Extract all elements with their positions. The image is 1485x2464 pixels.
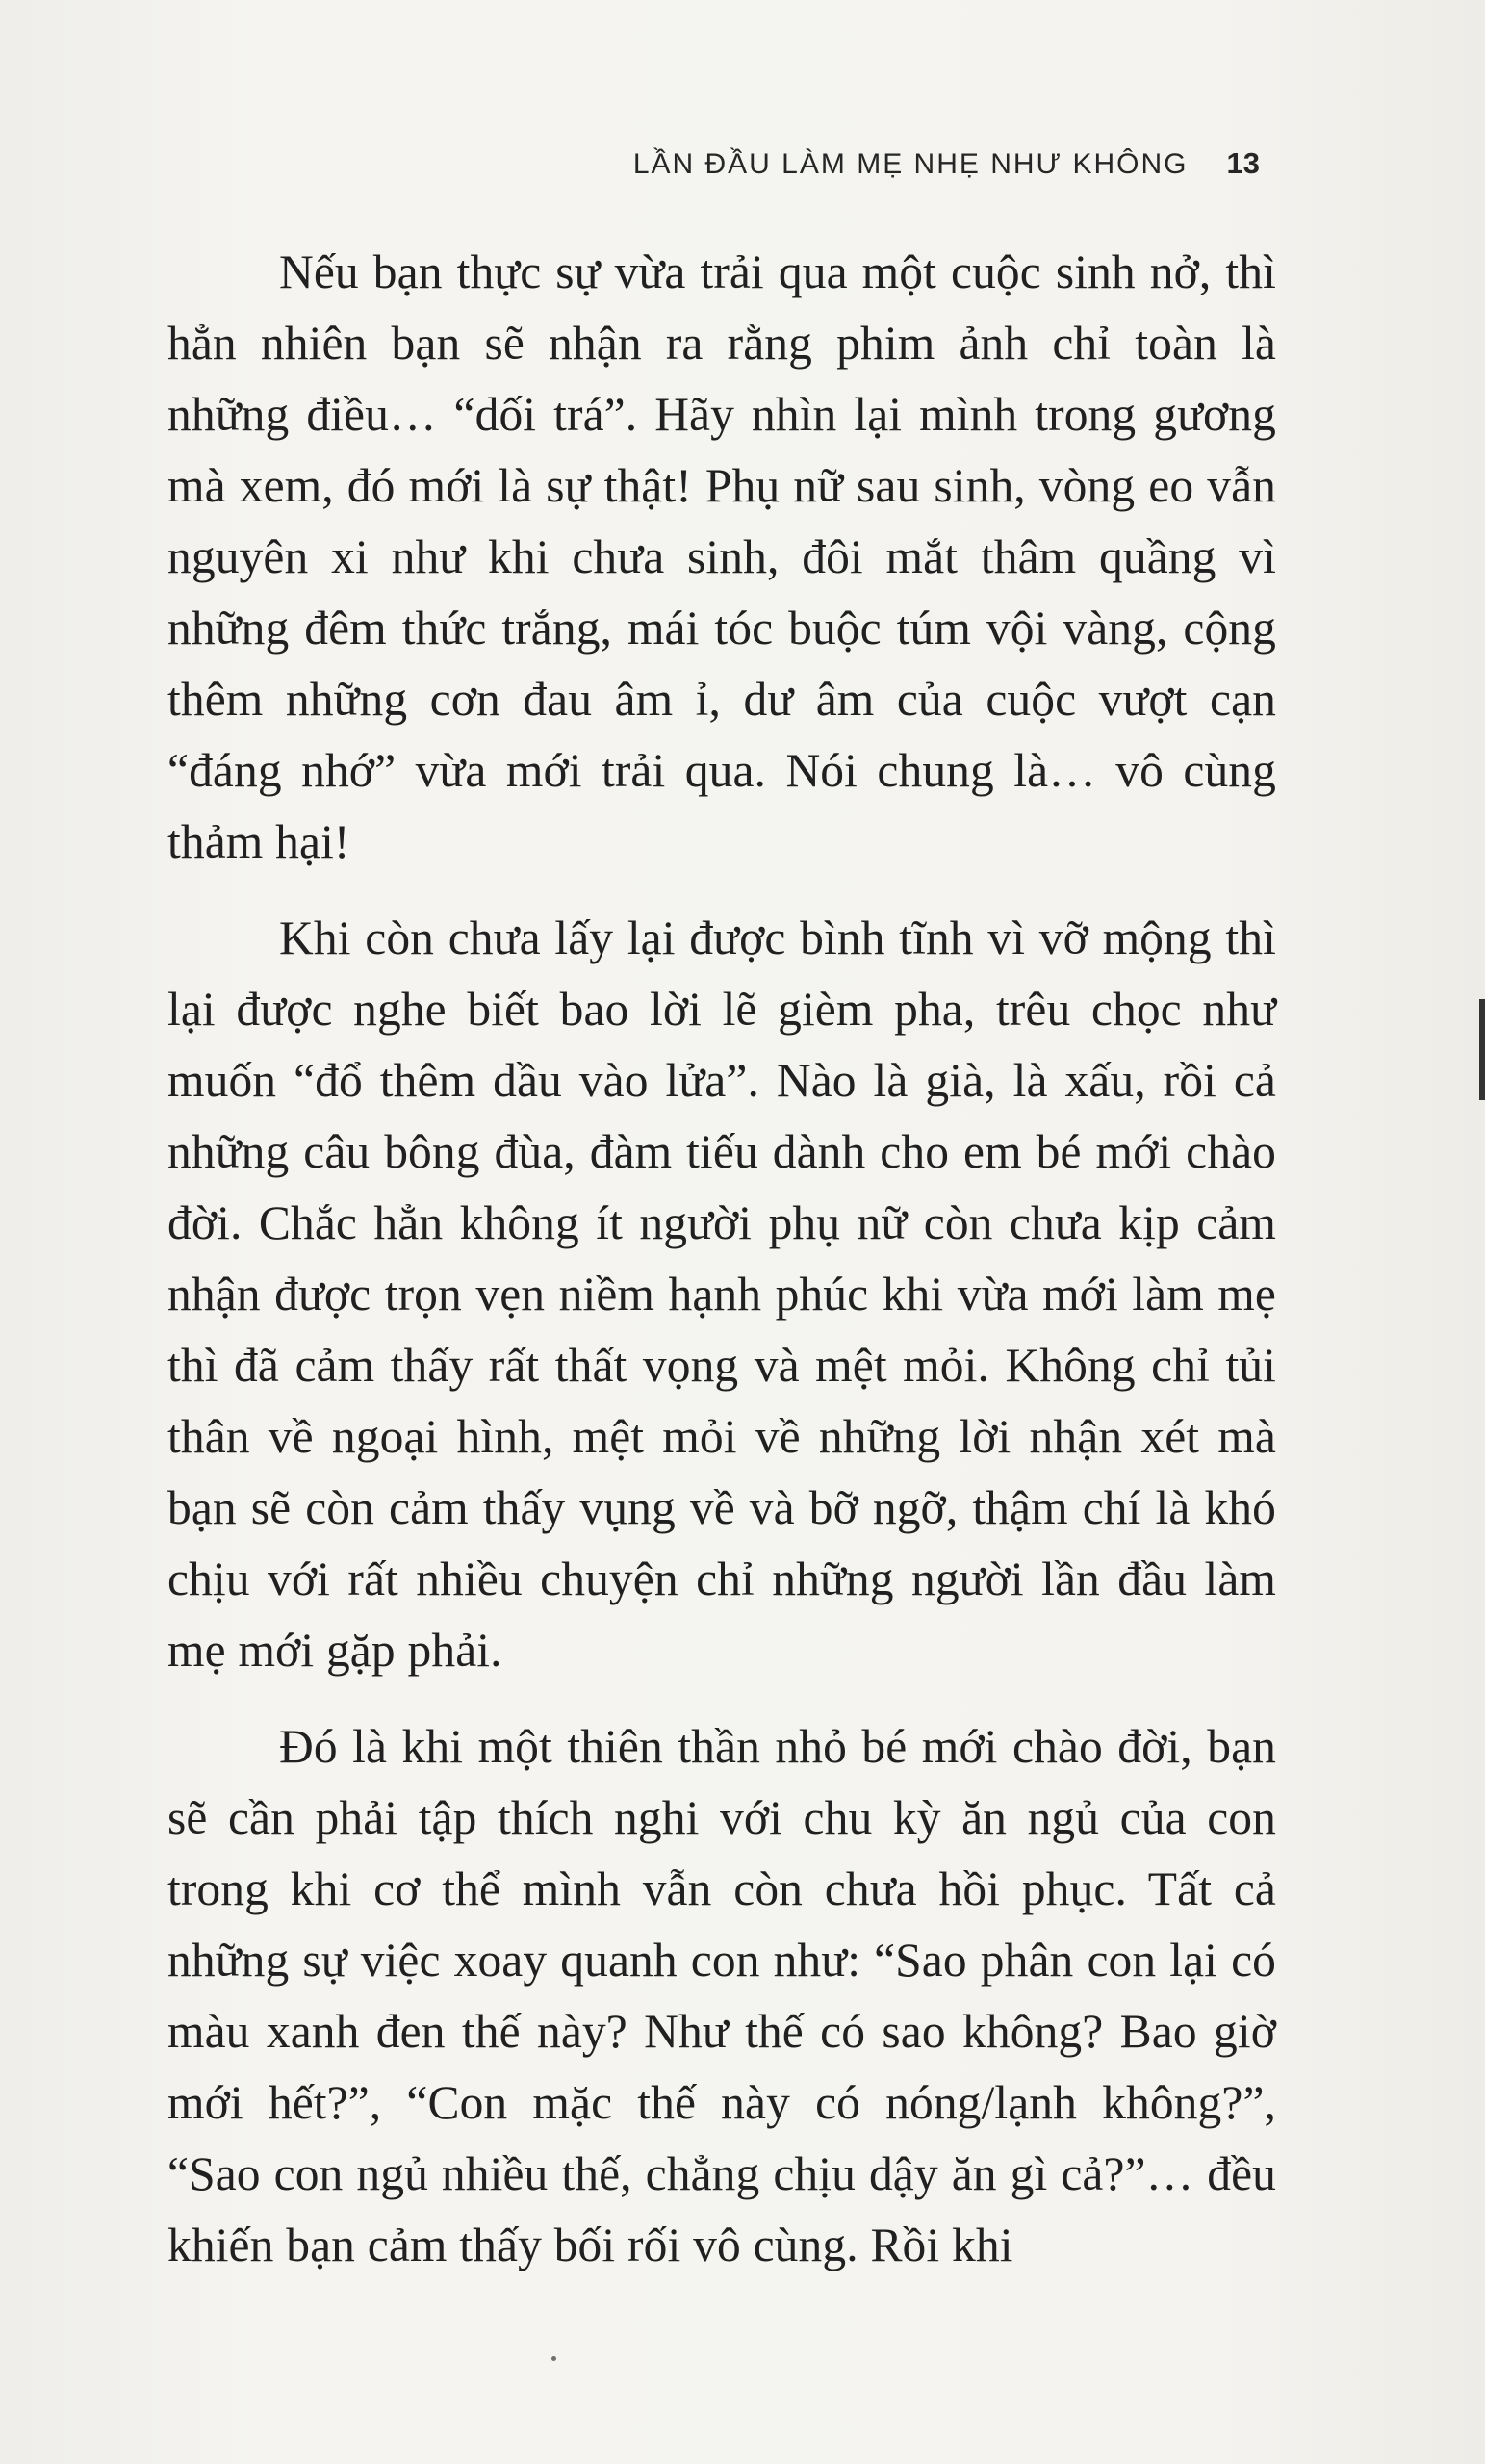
paragraph-1: Nếu bạn thực sự vừa trải qua một cuộc sinh nở, thì hẳn nhiên bạn sẽ nhận ra rằng phim ảnh chỉ toàn là những điều… “dối trá”. Hãy nhìn lại mình trong gương mà xem, đó mới là sự thật! Phụ nữ sau sinh, vòng eo vẫn nguyên xi như khi chưa sinh, đôi mắt thâm quầng vì những đêm thức trắng, mái tóc buộc túm vội vàng, cộng thêm những cơn đau âm ỉ, dư âm của cuộc vượt cạn “đáng nhớ” vừa mới trải qua. Nói chung là… vô cùng thảm hại! <box>167 245 1276 868</box>
body-text <box>167 237 1276 2281</box>
running-header <box>633 146 1260 181</box>
print-speck <box>551 2356 556 2361</box>
page-number: 13 <box>1226 146 1260 180</box>
running-title: LẦN ĐẦU LÀM MẸ NHẸ NHƯ KHÔNG <box>632 148 1189 180</box>
paragraph-2: Khi còn chưa lấy lại được bình tĩnh vì vỡ mộng thì lại được nghe biết bao lời lẽ gièm pha, trêu chọc như muốn “đổ thêm dầu vào lửa”. Nào là già, là xấu, rồi cả những câu bông đùa, đàm tiếu dành cho em bé mới chào đời. Chắc hẳn không ít người phụ nữ còn chưa kịp cảm nhận được trọn vẹn niềm hạnh phúc khi vừa mới làm mẹ thì đã cảm thấy rất thất vọng và mệt mỏi. Không chỉ tủi thân về ngoại hình, mệt mỏi về những lời nhận xét mà bạn sẽ còn cảm thấy vụng về và bỡ ngỡ, thậm chí là khó chịu với rất nhiều chuyện chỉ những người lần đầu làm mẹ mới gặp phải. <box>167 911 1276 1677</box>
paragraph-3: Đó là khi một thiên thần nhỏ bé mới chào đời, bạn sẽ cần phải tập thích nghi với chu kỳ ăn ngủ của con trong khi cơ thể mình vẫn còn chưa hồi phục. Tất cả những sự việc xoay quanh con như: “Sao phân con lại có màu xanh đen thế này? Như thế có sao không? Bao giờ mới hết?”, “Con mặc thế này có nóng/lạnh không?”, “Sao con ngủ nhiều thế, chẳng chịu dậy ăn gì cả?”… đều khiến bạn cảm thấy bối rối vô cùng. Rồi khi <box>167 1720 1276 2272</box>
page-edge-mark <box>1479 999 1485 1100</box>
